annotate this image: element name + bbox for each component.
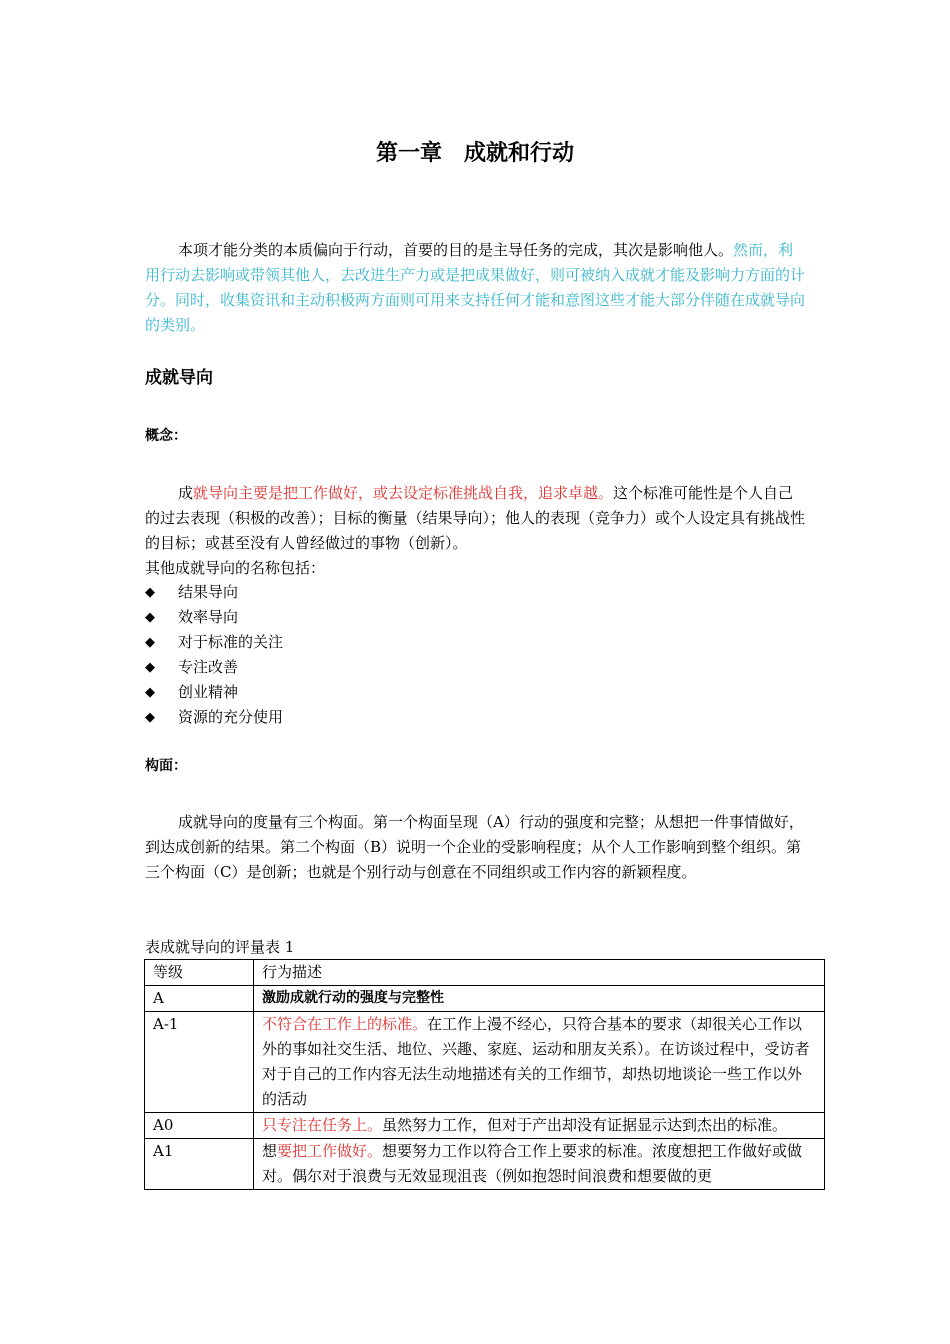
row-level: A0	[145, 1113, 254, 1139]
dimension-heading: 构面：	[145, 758, 187, 774]
dimension-paragraph: 成就导向的度量有三个构面。第一个构面呈现（A）行动的强度和完整；从想把一件事情做好，到达成创新的结果。第二个构面（B）说明一个企业的受影响程度；从个人工作影响到整个组织。第三个构面（C）是创新；也就是个别行动与创意在不同组织或工作内容的新颖程度。	[145, 813, 804, 881]
diamond-bullet-icon: ◆	[145, 610, 155, 625]
row-highlight: 不符合在工作上的标准。	[262, 1015, 428, 1033]
concept-heading: 概念：	[145, 428, 187, 444]
names-intro: 其他成就导向的名称包括：	[145, 559, 326, 577]
header-level: 等级	[145, 960, 254, 986]
row-text: 在工作上漫不经心，只符合基本的要求（却很关心工作以外的事如社交生活、地位、兴趣、家庭、运动和朋友关系）。在访谈过程中，受访者对于自己的工作内容无法生动地描述有关的工作细节，却热切地谈论一些工作以外的活动	[262, 1015, 810, 1108]
table-row	[145, 986, 825, 1012]
concept-prefix: 成	[178, 484, 194, 502]
table-row	[145, 1012, 825, 1113]
section-heading: 成就导向	[145, 368, 213, 388]
row-description	[254, 1113, 825, 1139]
names-list	[145, 580, 283, 730]
row-level: A1	[145, 1139, 254, 1190]
header-description: 行为描述	[254, 960, 825, 986]
row-highlight: 要把工作做好。	[277, 1142, 383, 1160]
row-level: A-1	[145, 1012, 254, 1113]
list-item	[145, 580, 283, 605]
list-item	[145, 605, 283, 630]
list-item-label: 结果导向	[178, 583, 239, 601]
concept-paragraph	[145, 481, 807, 556]
list-item-label: 效率导向	[178, 608, 239, 626]
row-clip	[262, 1139, 816, 1189]
list-item	[145, 705, 283, 730]
list-item-label: 资源的充分使用	[178, 708, 284, 726]
table-row	[145, 1113, 825, 1139]
rating-table	[144, 959, 825, 1190]
concept-text: 这个标准可能性是个人自己的过去表现（积极的改善）；目标的衡量（结果导向）；他人的表现（竞争力）或个人设定具有挑战性的目标；或甚至没有人曾经做过的事物（创新）。	[145, 484, 806, 552]
diamond-bullet-icon: ◆	[145, 710, 155, 725]
list-item-label: 专注改善	[178, 658, 239, 676]
row-description	[254, 1012, 825, 1113]
table-header-row	[145, 960, 825, 986]
diamond-bullet-icon: ◆	[145, 685, 155, 700]
row-prefix: 想	[262, 1142, 278, 1160]
list-item-label: 创业精神	[178, 683, 239, 701]
row-level: A	[145, 986, 254, 1012]
list-item	[145, 630, 283, 655]
row-text: 想要努力工作以符合工作上要求的标准。浓度想把工作做好或做对。偶尔对于浪费与无效显现沮丧（例如抱怨时间浪费和想要做的更	[262, 1142, 803, 1185]
diamond-bullet-icon: ◆	[145, 660, 155, 675]
diamond-bullet-icon: ◆	[145, 585, 155, 600]
row-highlight: 只专注在任务上。	[262, 1116, 383, 1134]
list-item-label: 对于标准的关注	[178, 633, 284, 651]
diamond-bullet-icon: ◆	[145, 635, 155, 650]
intro-highlight-text: 然而，利用行动去影响或带领其他人，去改进生产力或是把成果做好，则可被纳入成就才能及影响力方面的计分。同时，收集资讯和主动积极两方面则可用来支持任何才能和意图这些才能大部分伴随在成就导向的类别。	[145, 241, 806, 334]
concept-highlight: 就导向主要是把工作做好，或去设定标准挑战自我，追求卓越。	[193, 484, 614, 502]
row-description	[254, 1139, 825, 1190]
intro-paragraph	[145, 238, 807, 338]
list-item	[145, 655, 283, 680]
list-item	[145, 680, 283, 705]
table-caption: 表成就导向的评量表 1	[145, 938, 295, 956]
row-text: 虽然努力工作，但对于产出却没有证据显示达到杰出的标准。	[382, 1116, 788, 1134]
chapter-title: 第一章 成就和行动	[375, 141, 574, 166]
intro-text: 本项才能分类的本质偏向于行动，首要的目的是主导任务的完成，其次是影响他人。	[178, 241, 734, 259]
table-row	[145, 1139, 825, 1190]
row-description: 激励成就行动的强度与完整性	[254, 986, 825, 1012]
